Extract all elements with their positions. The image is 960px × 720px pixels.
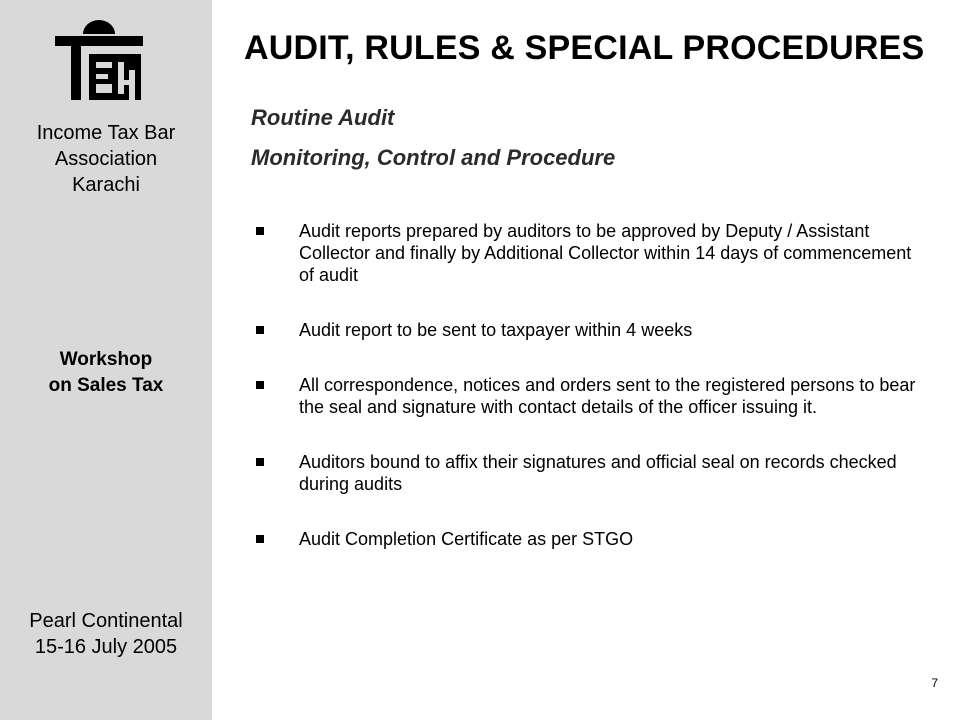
workshop-line: Workshop: [59, 349, 153, 370]
org-line: Association: [54, 148, 158, 170]
square-bullet-icon: [256, 326, 264, 334]
bullet-list: [250, 220, 930, 550]
bullet-text: Audit report to be sent to taxpayer within 4 weeks: [299, 320, 693, 340]
venue-date: 15-16 July 2005: [34, 636, 178, 658]
list-item: [250, 319, 930, 341]
list-item: [250, 374, 930, 418]
workshop-label: [0, 347, 212, 399]
bullet-text: Audit Completion Certificate as per STGO: [299, 529, 634, 549]
list-item: [250, 220, 930, 286]
org-line: Income Tax Bar: [36, 122, 176, 144]
venue-info: [0, 608, 212, 660]
square-bullet-icon: [256, 227, 264, 235]
org-line: Karachi: [72, 174, 140, 196]
bullet-text: All correspondence, notices and orders sent to the registered persons to bear the seal and signature with contact details of the officer issuing it.: [299, 375, 916, 417]
square-bullet-icon: [256, 458, 264, 466]
organization-name: [0, 120, 212, 198]
workshop-line: on Sales Tax: [48, 375, 164, 396]
list-item: [250, 528, 930, 550]
bullet-text: Auditors bound to affix their signatures and official seal on records checked during audits: [299, 452, 897, 494]
page-number: 7: [931, 676, 938, 690]
subtitle-routine-audit: Routine Audit: [251, 105, 395, 130]
venue-line: Pearl Continental: [29, 610, 183, 632]
square-bullet-icon: [256, 535, 264, 543]
sidebar-panel: [0, 0, 212, 720]
slide-title: AUDIT, RULES & SPECIAL PROCEDURES: [244, 29, 925, 67]
square-bullet-icon: [256, 381, 264, 389]
subtitle-monitoring: Monitoring, Control and Procedure: [251, 145, 616, 170]
itba-logo-icon: [53, 20, 145, 104]
list-item: [250, 451, 930, 495]
bullet-text: Audit reports prepared by auditors to be approved by Deputy / Assistant Collector and finally by Additional Collector within 14 days of commencement of audit: [299, 221, 912, 285]
